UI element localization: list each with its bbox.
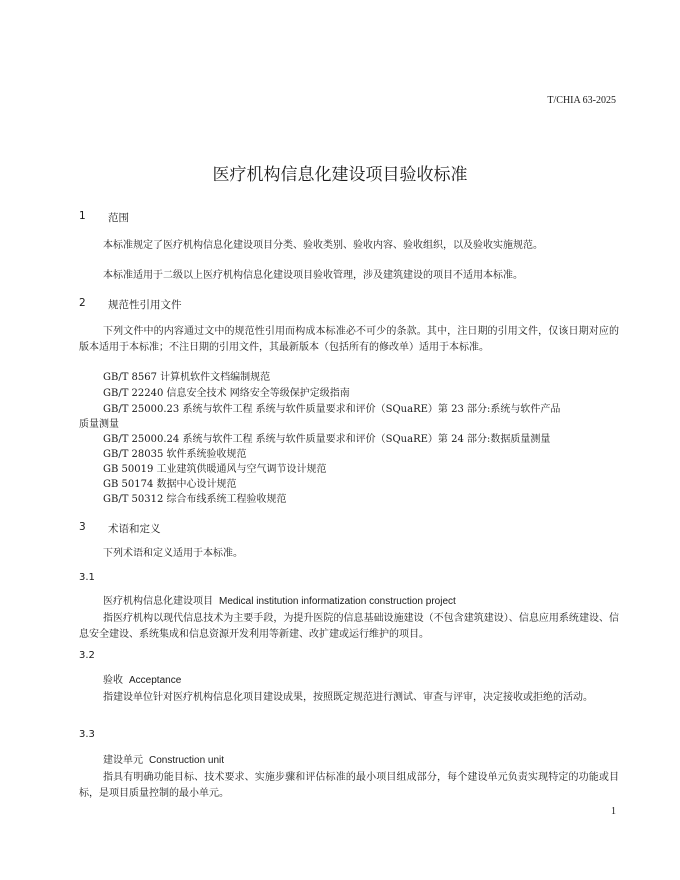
term-definition: 指医疗机构以现代信息技术为主要手段，为提升医院的信息基础设施建设（不包含建筑建设）、信息应用系统建设、信息安全建设、系统集成和信息资源开发利用等新建、改扩建或运行维护的项目。: [79, 613, 619, 640]
reference-item: GB/T 28035 软件系统验收规范: [103, 449, 247, 460]
section-1-number: 1: [79, 210, 86, 222]
section-1-paragraph: 本标准规定了医疗机构信息化建设项目分类、验收类别、验收内容、验收组织，以及验收实施规范。: [103, 240, 543, 251]
term-number: 3.1: [79, 572, 95, 583]
term-name-cn: 验收: [103, 675, 123, 686]
reference-item: GB/T 25000.24 系统与软件工程 系统与软件质量要求和评价（SQuaRE）第 24 部分:数据质量测量: [103, 434, 551, 445]
term-name-en: Construction unit: [149, 755, 225, 766]
reference-item: GB/T 22240 信息安全技术 网络安全等级保护定级指南: [103, 388, 350, 399]
section-2-number: 2: [79, 297, 86, 309]
term-heading: [103, 751, 224, 766]
document-code: T/CHIA 63-2025: [547, 95, 616, 106]
reference-item: GB 50174 数据中心设计规范: [103, 479, 237, 490]
term-heading: [103, 592, 456, 607]
document-title: 医疗机构信息化建设项目验收标准: [212, 165, 468, 185]
reference-item-continuation: 质量测量: [79, 419, 119, 430]
page-number: 1: [611, 806, 616, 817]
term-name-en: Acceptance: [129, 675, 182, 686]
reference-item: GB/T 25000.23 系统与软件工程 系统与软件质量要求和评价（SQuaRE）第 23 部分:系统与软件产品: [103, 404, 561, 415]
term-number: 3.3: [79, 729, 95, 740]
section-2-title: 规范性引用文件: [108, 299, 182, 311]
term-name-cn: 建设单元: [103, 755, 143, 766]
term-name-en: Medical institution informatization construction project: [219, 596, 456, 607]
section-3-number: 3: [79, 521, 86, 533]
term-definition: 指建设单位针对医疗机构信息化项目建设成果，按照既定规范进行测试、审查与评审，决定接收或拒绝的活动。: [103, 692, 593, 703]
term-heading: [103, 671, 181, 686]
section-1-title: 范围: [108, 212, 129, 224]
term-name-cn: 医疗机构信息化建设项目: [103, 596, 213, 607]
section-3-intro: 下列术语和定义适用于本标准。: [103, 548, 243, 559]
reference-item: GB 50019 工业建筑供暖通风与空气调节设计规范: [103, 464, 327, 475]
section-1-paragraph: 本标准适用于二级以上医疗机构信息化建设项目验收管理，涉及建筑建设的项目不适用本标准。: [103, 270, 523, 281]
term-definition: 指具有明确功能目标、技术要求、实施步骤和评估标准的最小项目组成部分，每个建设单元负责实现特定的功能或目标，是项目质量控制的最小单元。: [79, 772, 619, 799]
term-number: 3.2: [79, 650, 95, 661]
section-2-intro: 下列文件中的内容通过文中的规范性引用而构成本标准必不可少的条款。其中，注日期的引用文件，仅该日期对应的版本适用于本标准；不注日期的引用文件，其最新版本（包括所有的修改单）适用于本标准。: [79, 326, 619, 353]
section-3-title: 术语和定义: [108, 523, 161, 535]
reference-item: GB/T 8567 计算机软件文档编制规范: [103, 372, 271, 383]
reference-item: GB/T 50312 综合布线系统工程验收规范: [103, 494, 287, 505]
